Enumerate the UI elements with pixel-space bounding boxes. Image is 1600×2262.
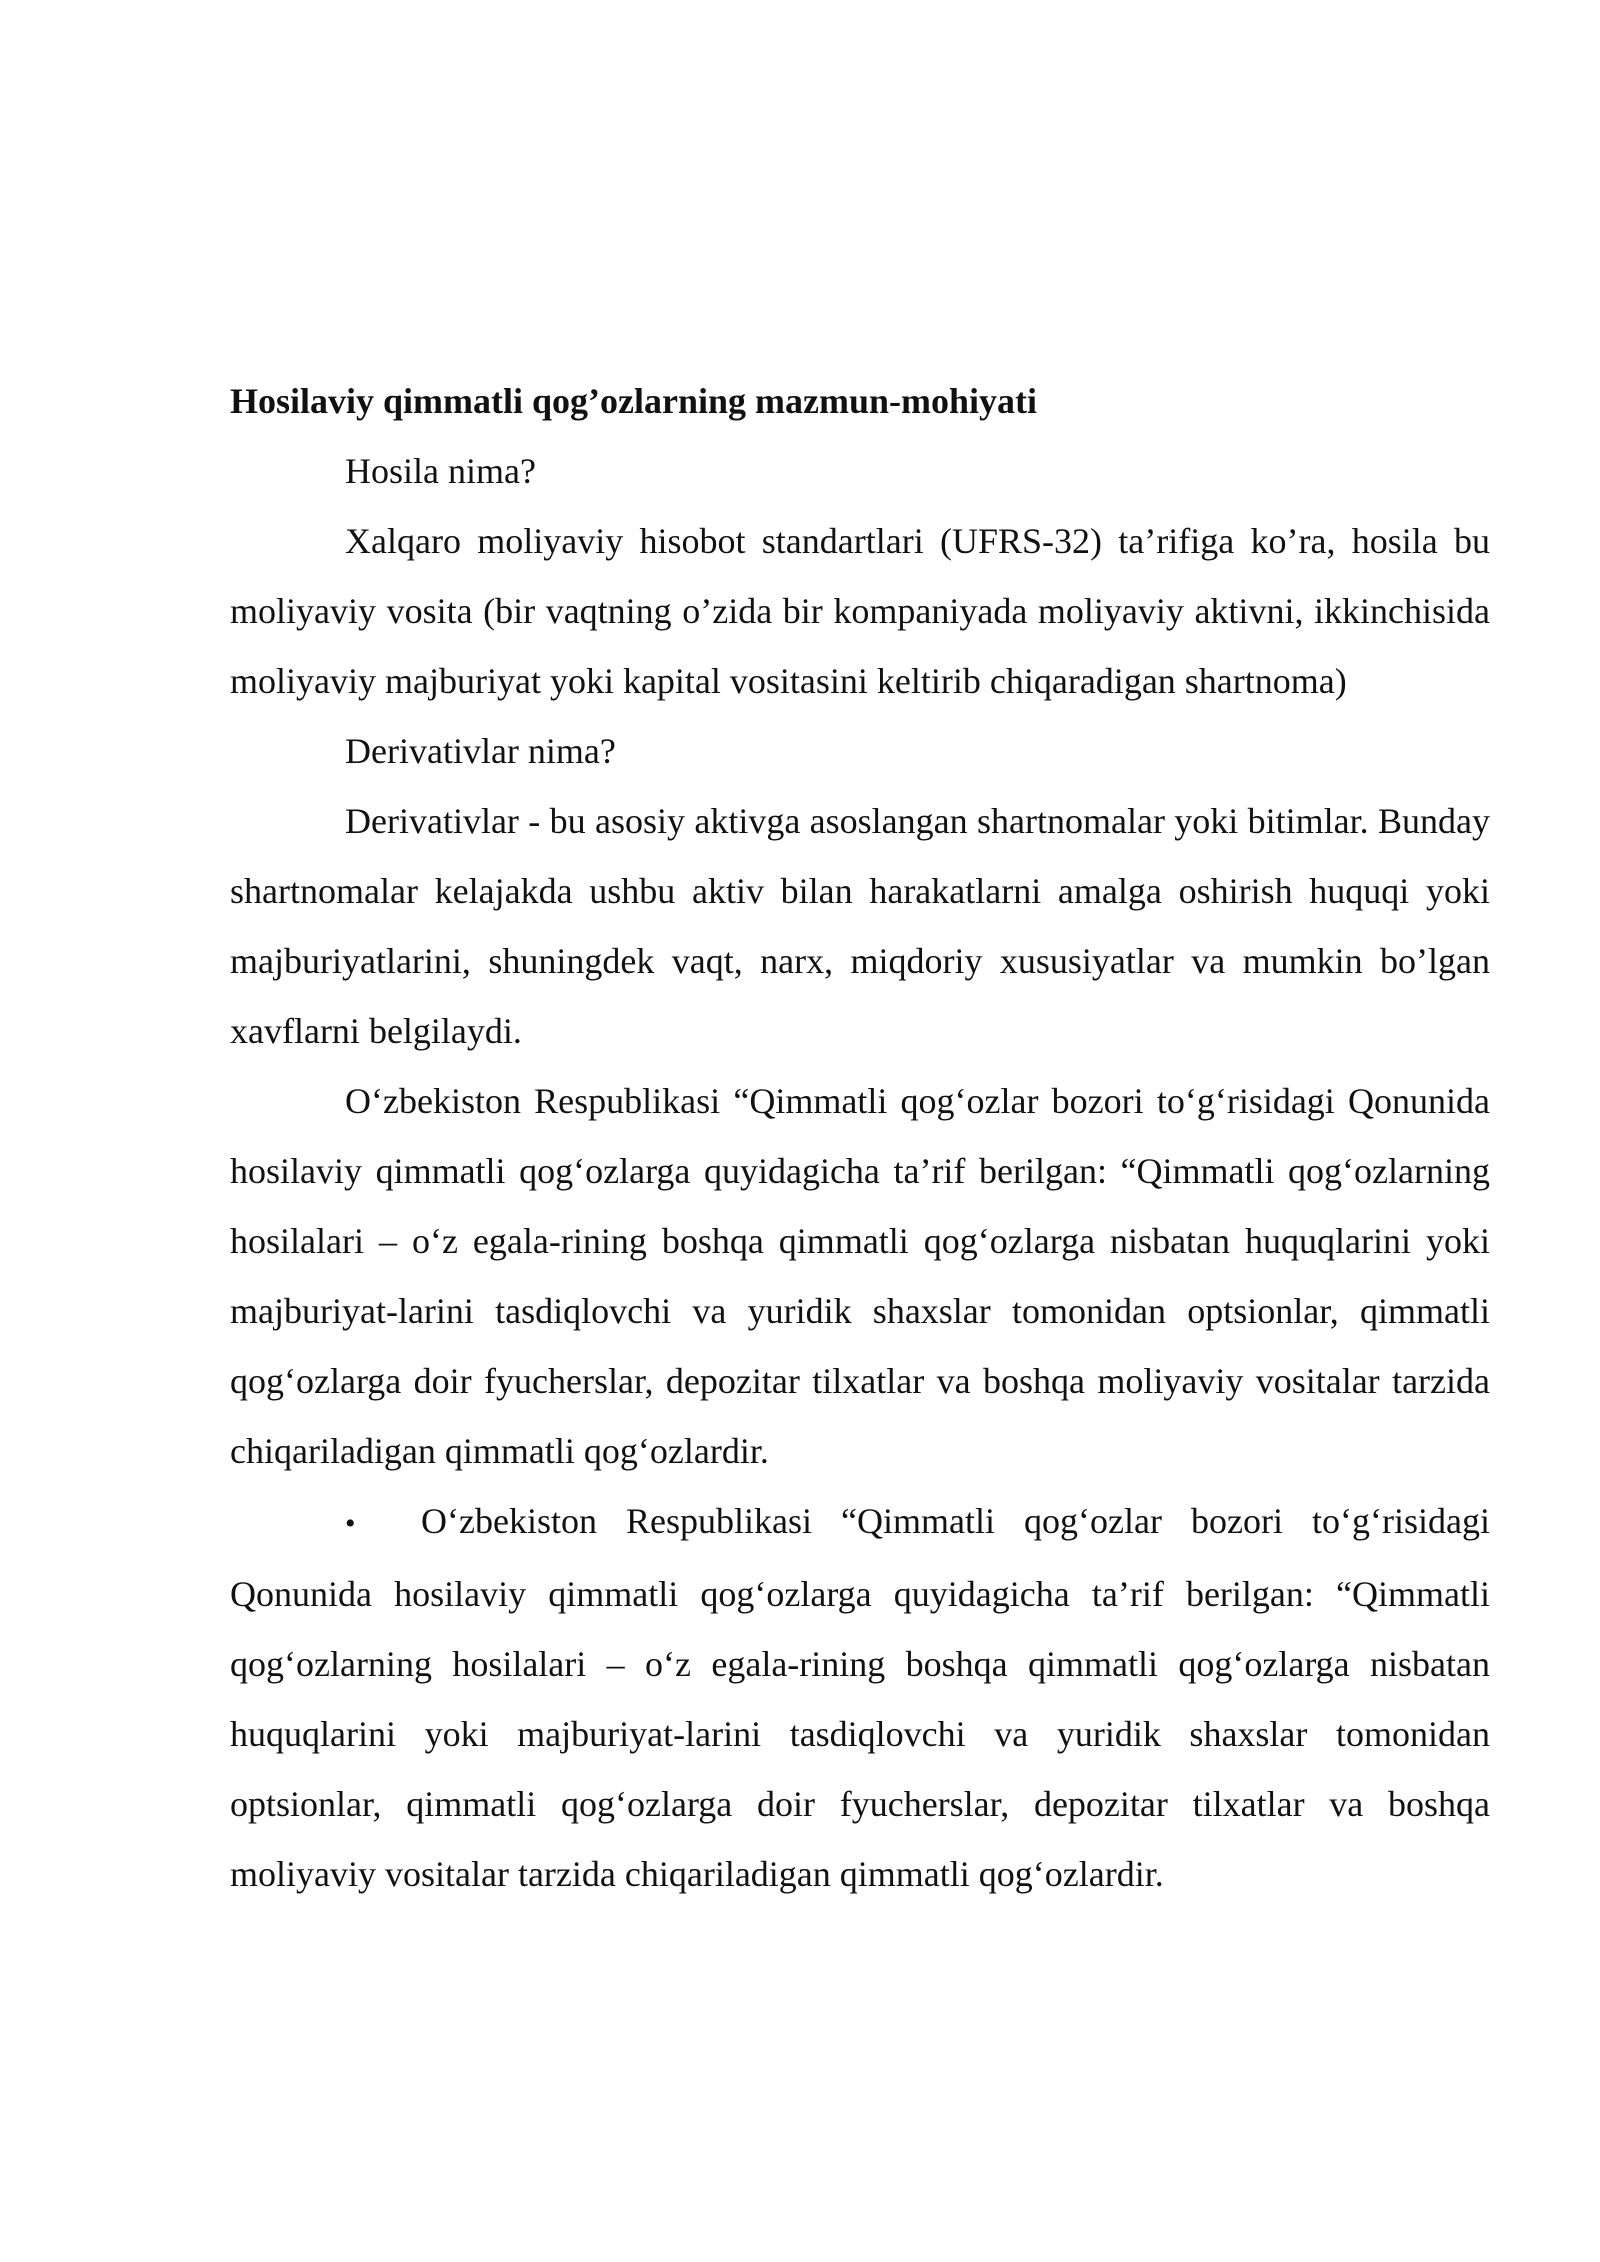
document-body: [230, 366, 1490, 1909]
paragraph: Xalqaro moliyaviy hisobot standartlari (UFRS-32) ta’rifiga ko’ra, hosila bu moliyaviy vosita (bir vaqtning o’zida bir kompaniyada moliyaviy aktivni, ikkinchisida moliyaviy majburiyat yoki kapital vositasini keltirib chiqaradigan shartnoma): [230, 521, 1490, 701]
document-title: Hosilaviy qimmatli qog’ozlarning mazmun-mohiyati: [230, 381, 1038, 421]
bullet-icon: •: [345, 1507, 356, 1540]
bullet-text: Oʻzbekiston Respublikasi “Qimmatli qogʻozlar bozori toʻgʻrisidagi Qonunida hosilaviy qimmatli qogʻozlarga quyidagicha ta’rif berilgan: “Qimmatli qogʻozlarning hosilalari – oʻz egala-rining boshqa qimmatli qogʻozlarga nisbatan huquqlarini yoki majburiyat-larini tasdiqlovchi va yuridik shaxslar tomonidan optsionlar, qimmatli qogʻozlarga doir fyucherslar, depozitar tilxatlar va boshqa moliyaviy vositalar tarzida chiqariladigan qimmatli qogʻozlardir.: [230, 1501, 1490, 1894]
question-heading: Hosila nima?: [345, 451, 536, 491]
bullet-list-item: [230, 1486, 1490, 1909]
question-heading: Derivativlar nima?: [345, 731, 616, 771]
paragraph: Derivativlar - bu asosiy aktivga asoslangan shartnomalar yoki bitimlar. Bunday shartnomalar kelajakda ushbu aktiv bilan harakatlarni amalga oshirish huquqi yoki majburiyatlarini, shuningdek vaqt, narx, miqdoriy xususiyatlar va mumkin bo’lgan xavflarni belgilaydi.: [230, 801, 1490, 1051]
paragraph: Oʻzbekiston Respublikasi “Qimmatli qogʻozlar bozori toʻgʻrisidagi Qonunida hosilaviy qimmatli qogʻozlarga quyidagicha ta’rif berilgan: “Qimmatli qogʻozlarning hosilalari – oʻz egala-rining boshqa qimmatli qogʻozlarga nisbatan huquqlarini yoki majburiyat-larini tasdiqlovchi va yuridik shaxslar tomonidan optsionlar, qimmatli qogʻozlarga doir fyucherslar, depozitar tilxatlar va boshqa moliyaviy vositalar tarzida chiqariladigan qimmatli qogʻozlardir.: [230, 1081, 1490, 1471]
